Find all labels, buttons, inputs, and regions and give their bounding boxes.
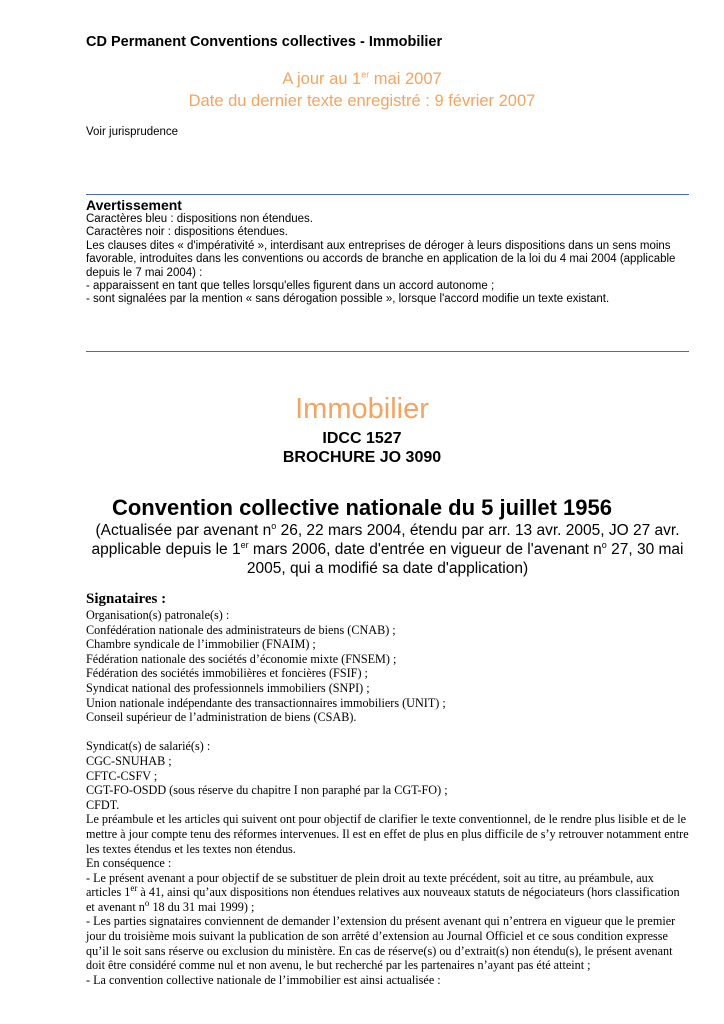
subtitle-part: 27, 30 mai 2005, qui a modifié sa date d'application): [246, 541, 684, 577]
warning-line: - apparaissent en tant que telles lorsqu'elles figurent dans un accord autonome ;: [86, 280, 495, 293]
union-item: CFDT.: [86, 797, 120, 812]
spacer: [86, 725, 690, 740]
employer-item: Confédération nationale des administrateurs de biens (CNAB) ;: [86, 622, 396, 637]
warning-line: - sont signalées par la mention « sans dérogation possible », lorsque l'accord modifie un texte existant.: [86, 293, 610, 306]
employer-item: Union nationale indépendante des transactionnaires immobiliers (UNIT) ;: [86, 695, 446, 710]
employer-item: Chambre syndicale de l’immobilier (FNAIM) ;: [86, 637, 316, 652]
body-text: [86, 591, 690, 987]
warning-line: Les clauses dites « d'impérativité », interdisant aux entreprises de déroger à leurs dispositions dans un sens moins favorable, introduites dans les conventions ou accords de branche en application de la loi du 4 mai 2004 (applicable depuis le 7 mai 2004) :: [86, 239, 676, 279]
divider-top: [86, 194, 689, 195]
convention-subtitle: [86, 521, 689, 578]
employer-item: Conseil supérieur de l’administration de biens (CSAB).: [86, 710, 357, 725]
preamble-item: - La convention collective nationale de l’immobilier est ainsi actualisée :: [86, 972, 441, 987]
employers-label: Organisation(s) patronale(s) :: [86, 608, 230, 622]
preamble-sup: er: [130, 883, 138, 894]
convention-title: Convention collective nationale du 5 juillet 1956: [111, 495, 613, 520]
subtitle-sup: o: [271, 520, 277, 531]
last-text-date: Date du dernier texte enregistré : 9 février 2007: [188, 92, 536, 110]
jurisprudence-link[interactable]: Voir jurisprudence: [86, 126, 179, 138]
preamble-paragraph: En conséquence :: [86, 856, 172, 871]
union-item: CGT-FO-OSDD (sous réserve du chapitre I non paraphé par la CGT-FO) ;: [86, 783, 448, 798]
update-superscript: er: [361, 69, 370, 80]
signataires-heading: Signataires :: [86, 591, 167, 607]
preamble-text: 18 du 31 mai 1999) ;: [149, 899, 255, 914]
divider-bottom: [86, 351, 689, 352]
warning-block: [86, 197, 689, 307]
subtitle-sup: er: [240, 539, 249, 550]
subtitle-sup: o: [601, 539, 607, 550]
preamble-text: à 41, ainsi qu’aux dispositions non étendues relatives aux nouveaux statuts de négociateurs (hors classification et avenant n: [86, 885, 680, 914]
preamble-sup: o: [144, 897, 150, 908]
warning-heading: Avertissement: [86, 197, 182, 213]
union-item: CFTC-CSFV ;: [86, 768, 158, 783]
warning-line: Caractères noir : dispositions étendues.: [86, 226, 288, 239]
warning-line: Caractères bleu : dispositions non étendues.: [86, 213, 313, 225]
preamble-item: - Les parties signataires conviennent de demander l’extension du présent avenant qui n’entrera en vigueur que le premier jour du troisième mois suivant la publication de son arrêté d’extension au Journal Officiel et ce sous condition expresse qu’il le soit sans réserve ou exclusion du ministère. En cas de réserve(s) ou d’extrait(s) non étendu(s), le présent avenant doit être considéré comme nul et non avenu, le but recherché par les partenaires n’ayant pas été atteint ;: [86, 914, 676, 973]
update-date: [0, 70, 724, 89]
preamble-paragraph: Le préambule et les articles qui suivent ont pour objectif de clarifier le texte conventionnel, de le rendre plus lisible et de le mettre à jour compte tenu des réformes intervenues. Il est en effet de plus en plus difficile de s’y retrouver notamment entre les textes étendus et les textes non étendus.: [86, 812, 689, 856]
brochure-number: BROCHURE JO 3090: [282, 449, 442, 466]
subtitle-part: 26, 22 mars 2004, étendu par arr. 13 avr. 2005, JO 27 avr. applicable depuis le 1: [91, 522, 680, 558]
union-item: CGC-SNUHAB ;: [86, 753, 172, 768]
idcc-number: IDCC 1527: [322, 430, 402, 447]
update-prefix: A jour au 1: [282, 70, 362, 88]
unions-label: Syndicat(s) de salarié(s) :: [86, 739, 211, 754]
document-header-title: CD Permanent Conventions collectives - Immobilier: [86, 34, 443, 50]
subtitle-part: (Actualisée par avenant n: [95, 522, 272, 539]
preamble-item: [86, 871, 690, 915]
subtitle-part: mars 2006, date d'entrée en vigueur de l'avenant n: [248, 541, 602, 558]
employer-item: Syndicat national des professionnels immobiliers (SNPI) ;: [86, 680, 370, 695]
employer-item: Fédération des sociétés immobilières et foncières (FSIF) ;: [86, 666, 368, 681]
sector-title: Immobilier: [295, 393, 429, 425]
preamble-text: - Le présent avenant a pour objectif de se substituer de plein droit au texte précédent, soit au titre, au préambule, aux articles 1: [86, 870, 654, 900]
update-suffix: mai 2007: [369, 70, 442, 88]
employer-item: Fédération nationale des sociétés d’économie mixte (FNSEM) ;: [86, 651, 397, 666]
